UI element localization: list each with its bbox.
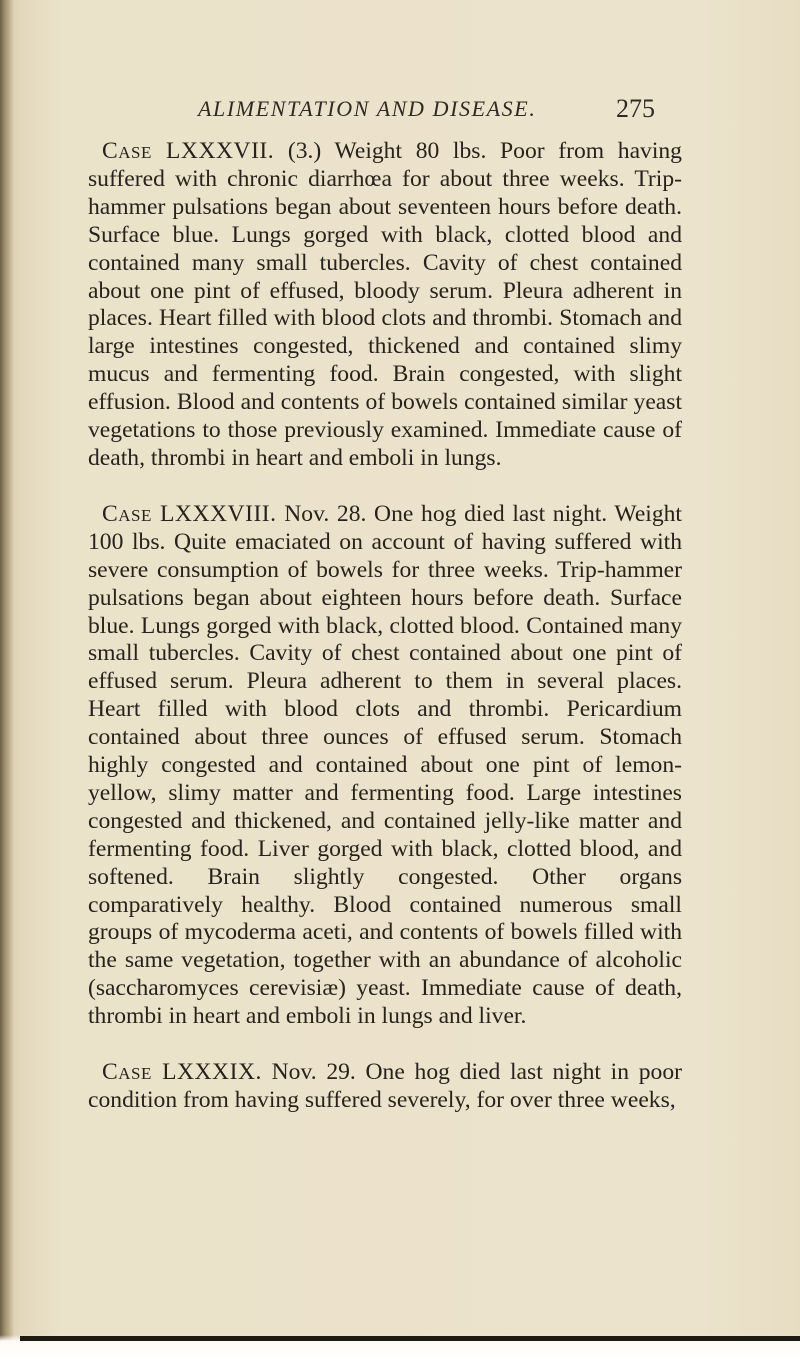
paragraph-case-89: [88, 1059, 682, 1115]
page-number: 275: [616, 94, 655, 123]
page-bottom-rule: [20, 1336, 800, 1341]
paragraph-case-88: [88, 501, 682, 1031]
binding-shadow: [0, 0, 14, 1359]
case-label: Case LXXXIX.: [102, 1059, 262, 1086]
paragraph-text: Nov. 29. One hog died last night in poor condition from having suffered severely, for over three weeks,: [88, 1059, 682, 1113]
paragraph-text: Nov. 28. One hog died last night. Weight 100 lbs. Quite emaciated on account of having suffered with severe consumption of bowels for three weeks. Trip-hammer pulsations began about eighteen hours before death. Surface blue. Lungs gorged with black, clotted blood. Contained many small tubercles. Cavity of chest contained about one pint of effused serum. Pleura adherent to them in several places. Heart filled with blood clots and thrombi. Pericardium contained about three ounces of effused serum. Stomach highly congested and contained about one pint of lemon-yellow, slimy matter and fermenting food. Large intestines congested and thickened, and contained jelly-like matter and fermenting food. Liver gorged with black, clotted blood, and softened. Brain slightly congested. Other organs comparatively healthy. Blood contained numerous small groups of mycoderma aceti, and contents of bowels filled with the same vegetation, together with an abundance of alcoholic (saccharomyces cerevisiæ) yeast. Immediate cause of death, thrombi in heart and emboli in lungs and liver.: [88, 500, 682, 1030]
running-title: ALIMENTATION AND DISEASE.: [198, 96, 537, 121]
body-text: [88, 138, 682, 1143]
paragraph-case-87: [88, 138, 682, 473]
case-label: Case LXXXVIII.: [102, 500, 277, 527]
paragraph-text: (3.) Weight 80 lbs. Poor from having suffered with chronic diarrhœa for about three weeks. Trip-hammer pulsations began about seventeen hours before death. Surface blue. Lungs gorged with black, clotted blood and contained many small tubercles. Cavity of chest contained about one pint of effused, bloody serum. Pleura adherent in places. Heart filled with blood clots and thrombi. Stomach and large intestines congested, thickened and contained slimy mucus and fermenting food. Brain congested, with slight effusion. Blood and contents of bowels contained similar yeast vegetations to those previously examined. Immediate cause of death, thrombi in heart and emboli in lungs.: [88, 138, 682, 471]
running-head: [0, 96, 800, 126]
case-label: Case LXXXVII.: [102, 138, 275, 164]
